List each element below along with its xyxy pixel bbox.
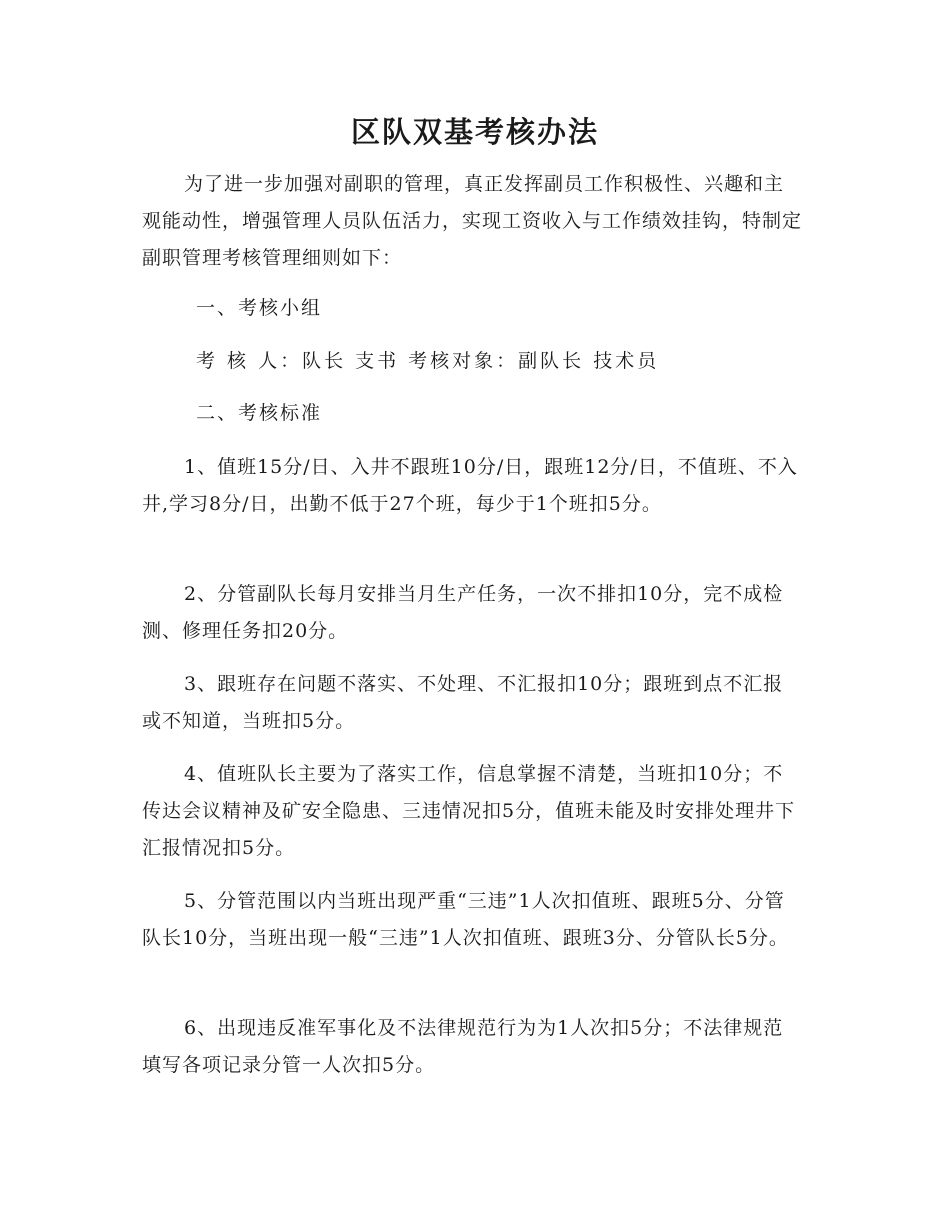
- standard-item-5: 5、分管范围以内当班出现严重“三违”1人次扣值班、跟班5分、分管队长10分，当班出现一般“三违”1人次扣值班、跟班3分、分管队长5分。: [142, 890, 789, 949]
- standard-item-4: 4、值班队长主要为了落实工作，信息掌握不清楚，当班扣10分；不传达会议精神及矿安全隐患、三违情况扣5分，值班未能及时安排处理井下汇报情况扣5分。: [142, 763, 796, 859]
- intro-paragraph: 为了进一步加强对副职的管理，真正发挥副员工作积极性、兴趣和主观能动性，增强管理人员队伍活力，实现工资收入与工作绩效挂钩，特制定副职管理考核管理细则如下：: [142, 173, 803, 269]
- standard-item-2: 2、分管副队长每月安排当月生产任务，一次不排扣10分，完不成检测、修理任务扣20分。: [142, 583, 784, 642]
- document-title: 区队双基考核办法: [350, 115, 599, 149]
- standard-item-3: 3、跟班存在问题不落实、不处理、不汇报扣10分；跟班到点不汇报或不知道，当班扣5分。: [142, 673, 784, 732]
- assessors-line: 考 核 人：队长 支书 考核对象：副队长 技术员: [196, 350, 660, 372]
- standard-item-1: 1、值班15分/日、入井不跟班10分/日，跟班12分/日，不值班、不入井,学习8分/日，出勤不低于27个班，每少于1个班扣5分。: [142, 456, 798, 515]
- standard-item-6: 6、出现违反准军事化及不法律规范行为为1人次扣5分；不法律规范填写各项记录分管一人次扣5分。: [142, 1017, 784, 1076]
- section-heading-assessment-group: 一、考核小组: [196, 297, 323, 319]
- section-heading-assessment-standards: 二、考核标准: [196, 402, 323, 424]
